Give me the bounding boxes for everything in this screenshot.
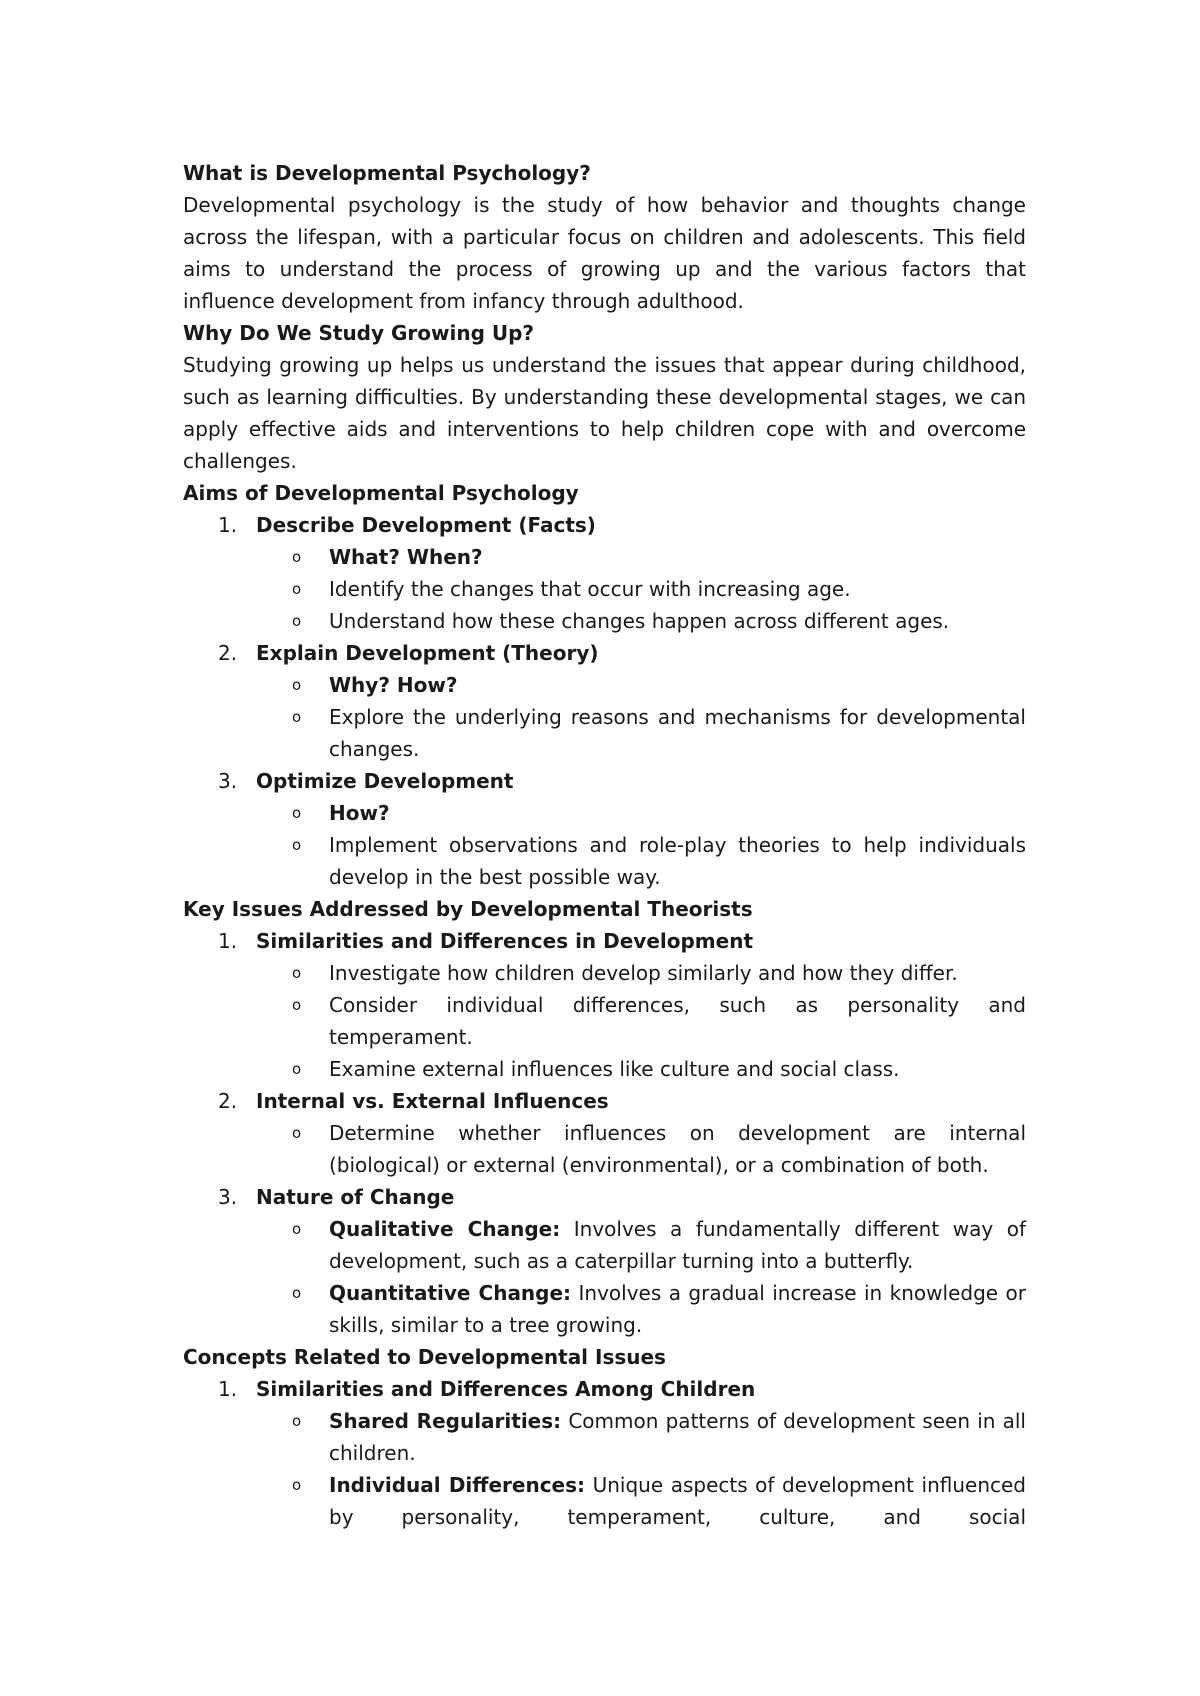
bullet-icon: o [292, 1412, 302, 1430]
bullet-list [256, 1213, 1026, 1341]
bullet-item [256, 573, 1026, 605]
list-number: 2. [218, 1089, 238, 1113]
bullet-icon: o [292, 676, 302, 694]
section-heading: Key Issues Addressed by Developmental Theorists [183, 897, 753, 921]
bullet-item [256, 669, 1026, 701]
bullet-text: Unique aspects of development influenced by personality, temperament, culture, and social [329, 1473, 1026, 1529]
list-item-title: Nature of Change [256, 1185, 455, 1209]
bullet-bold-text: Why? How? [329, 673, 458, 697]
list-item [183, 1181, 1026, 1341]
section-heading: Why Do We Study Growing Up? [183, 321, 535, 345]
bullet-list [256, 541, 1026, 637]
bullet-icon: o [292, 804, 302, 822]
section-heading: Aims of Developmental Psychology [183, 481, 579, 505]
bullet-text: Understand how these changes happen across different ages. [329, 609, 950, 633]
bullet-bold-text: How? [329, 801, 390, 825]
bullet-bold-text: Shared Regularities: [329, 1409, 562, 1433]
list-item [183, 1373, 1026, 1533]
bullet-bold-text: Individual Differences: [329, 1473, 586, 1497]
bullet-text: Examine external influences like culture and social class. [329, 1057, 900, 1081]
list-item [183, 637, 1026, 765]
bullet-item [256, 829, 1026, 893]
bullet-item [256, 797, 1026, 829]
bullet-icon: o [292, 548, 302, 566]
list-number: 1. [218, 513, 238, 537]
list-number: 1. [218, 1377, 238, 1401]
list-item [183, 1085, 1026, 1181]
bullet-text: Determine whether influences on development are internal (biological) or external (environmental), or a combination of both. [329, 1121, 1026, 1177]
list-item [183, 925, 1026, 1085]
list-item-title: Internal vs. External Influences [256, 1089, 609, 1113]
list-item [183, 765, 1026, 893]
bullet-icon: o [292, 1124, 302, 1142]
bullet-text: Implement observations and role-play theories to help individuals develop in the best possible way. [329, 833, 1026, 889]
bullet-item [256, 605, 1026, 637]
bullet-item [256, 957, 1026, 989]
document-page [183, 157, 1026, 1533]
bullet-list [256, 1405, 1026, 1533]
list-item-title: Similarities and Differences in Development [256, 929, 754, 953]
paragraph: Developmental psychology is the study of how behavior and thoughts change across the lifespan, with a particular focus on children and adolescents. This field aims to understand the process of growing up and the various factors that influence development from infancy through adulthood. [183, 193, 1026, 313]
bullet-item [256, 1117, 1026, 1181]
list-number: 3. [218, 769, 238, 793]
list-number: 1. [218, 929, 238, 953]
bullet-item [256, 541, 1026, 573]
list-number: 2. [218, 641, 238, 665]
numbered-list [183, 1373, 1026, 1533]
bullet-text: Explore the underlying reasons and mechanisms for developmental changes. [329, 705, 1026, 761]
section-heading: What is Developmental Psychology? [183, 161, 591, 185]
bullet-list [256, 669, 1026, 765]
bullet-text: Investigate how children develop similarly and how they differ. [329, 961, 958, 985]
bullet-text: Involves a gradual increase in knowledge or skills, similar to a tree growing. [329, 1281, 1026, 1337]
bullet-text: Identify the changes that occur with increasing age. [329, 577, 851, 601]
bullet-icon: o [292, 708, 302, 726]
bullet-text: Common patterns of development seen in all children. [329, 1409, 1026, 1465]
bullet-item [256, 1469, 1026, 1533]
list-item-title: Similarities and Differences Among Children [256, 1377, 756, 1401]
list-number: 3. [218, 1185, 238, 1209]
bullet-bold-text: Quantitative Change: [329, 1281, 572, 1305]
bullet-icon: o [292, 836, 302, 854]
bullet-item [256, 1405, 1026, 1469]
section-heading: Concepts Related to Developmental Issues [183, 1345, 666, 1369]
paragraph: Studying growing up helps us understand the issues that appear during childhood, such as learning difficulties. By understanding these developmental stages, we can apply effective aids and interventions to help children cope with and overcome challenges. [183, 353, 1026, 473]
bullet-item [256, 701, 1026, 765]
bullet-list [256, 957, 1026, 1085]
bullet-icon: o [292, 1060, 302, 1078]
bullet-item [256, 1053, 1026, 1085]
bullet-bold-text: Qualitative Change: [329, 1217, 561, 1241]
list-item-title: Describe Development (Facts) [256, 513, 596, 537]
bullet-item [256, 1277, 1026, 1341]
list-item-title: Optimize Development [256, 769, 514, 793]
bullet-text: Consider individual differences, such as personality and temperament. [329, 993, 1026, 1049]
bullet-bold-text: What? When? [329, 545, 483, 569]
numbered-list [183, 925, 1026, 1341]
bullet-icon: o [292, 1284, 302, 1302]
bullet-icon: o [292, 1220, 302, 1238]
bullet-list [256, 797, 1026, 893]
bullet-item [256, 1213, 1026, 1277]
bullet-item [256, 989, 1026, 1053]
bullet-icon: o [292, 964, 302, 982]
bullet-icon: o [292, 996, 302, 1014]
bullet-icon: o [292, 612, 302, 630]
list-item-title: Explain Development (Theory) [256, 641, 599, 665]
bullet-list [256, 1117, 1026, 1181]
numbered-list [183, 509, 1026, 893]
bullet-icon: o [292, 580, 302, 598]
bullet-text: Involves a fundamentally different way of development, such as a caterpillar turning into a butterfly. [329, 1217, 1027, 1273]
bullet-icon: o [292, 1476, 302, 1494]
list-item [183, 509, 1026, 637]
